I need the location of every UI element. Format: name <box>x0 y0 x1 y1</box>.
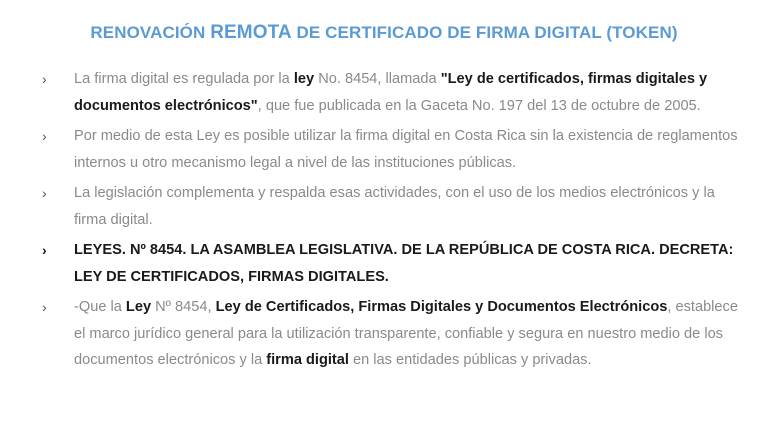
item-1-text-2: No. 8454, llamada <box>314 71 441 87</box>
chevron-right-icon: › <box>42 299 47 315</box>
chevron-right-icon: › <box>42 185 47 201</box>
title-part-2: REMOTA <box>210 22 292 43</box>
item-5-bold-1: Ley <box>125 299 152 315</box>
item-1-bold-2: "Ley de certificados, firmas digitales y documentos electrónicos" <box>74 71 708 114</box>
item-3-text-1: La legislación complementa y respalda esas actividades, con el uso de los medios electrónicos y la firma digital. <box>74 185 715 228</box>
list-item-1 <box>40 66 750 119</box>
item-5-text-2: Nº 8454, <box>151 299 216 315</box>
item-5-text-3: , establece el marco jurídico general para la utilización transparente, confiable y segura en nuestro medio de los documentos electrónicos y la <box>74 299 738 368</box>
bullet-list <box>40 66 750 378</box>
item-1-bold-1: ley <box>293 71 315 87</box>
title-part-1: RENOVACIÓN <box>90 23 211 42</box>
item-5-text-1: -Que la <box>74 299 126 315</box>
item-4-text-1: LEYES. Nº 8454. LA ASAMBLEA LEGISLATIVA. DE LA REPÚBLICA DE COSTA RICA. DECRETA: LEY DE CERTIFICADOS, FIRMAS DIGITALES. <box>74 242 734 285</box>
item-1-text-3: , que fue publicada en la Gaceta No. 197 del 13 de octubre de 2005. <box>257 97 701 114</box>
item-5-bold-3: firma digital <box>266 352 349 368</box>
title-part-3: DE CERTIFICADO DE FIRMA DIGITAL (TOKEN) <box>291 23 678 42</box>
chevron-right-icon: › <box>42 128 47 144</box>
chevron-right-icon: › <box>42 242 47 258</box>
item-2-text-1: Por medio de esta Ley es posible utilizar la firma digital en Costa Rica sin la existencia de reglamentos internos u otro mecanismo legal a nivel de las instituciones públicas. <box>74 128 738 171</box>
item-5-bold-2: Ley de Certificados, Firmas Digitales y Documentos Electrónicos <box>215 299 668 315</box>
list-item-4 <box>40 237 750 290</box>
page-title <box>0 22 768 44</box>
list-item-5 <box>40 294 750 374</box>
item-5-text-4: en las entidades públicas y privadas. <box>348 352 592 368</box>
list-item-3 <box>40 180 750 233</box>
item-1-text-1: La firma digital es regulada por la <box>74 71 294 87</box>
chevron-right-icon: › <box>42 71 47 87</box>
list-item-2 <box>40 123 750 176</box>
